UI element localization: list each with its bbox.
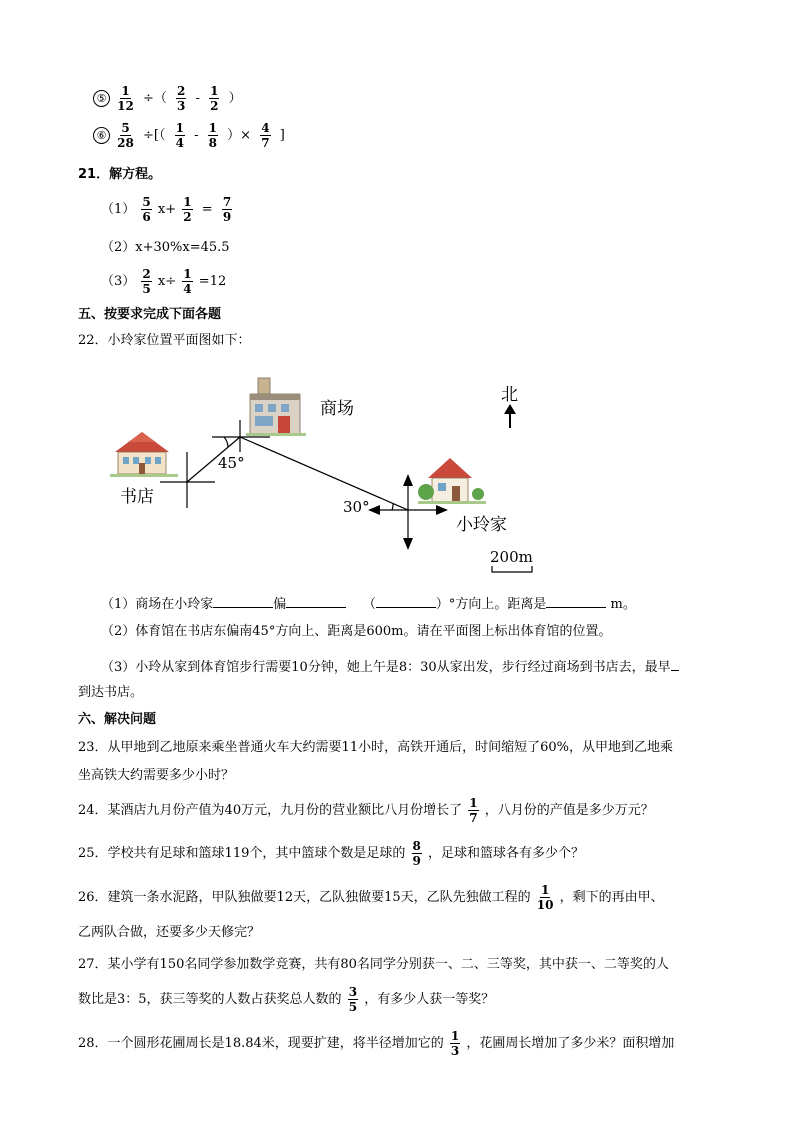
section-5-heading: 五、按要求完成下面各题 [78, 307, 222, 322]
answer-blank[interactable] [286, 595, 346, 608]
equation-1: （1） $\frac{5}{6}$ x+ $\frac{1}{2}$ = $\frac{7}{9}$ [101, 195, 232, 224]
map-label-bookstore: 书店 [120, 487, 154, 507]
question-21-title: 21．解方程。 [78, 167, 162, 182]
question-22-title: 22．小玲家位置平面图如下： [78, 333, 251, 348]
expression-5: ⑤ $\frac{1}{12}$ ÷（ $\frac{2}{3}$ - $\frac{1}{2}$ ） [93, 85, 245, 112]
map-scale-label: 200m [490, 548, 533, 566]
question-23: 23．从甲地到乙地原来乘坐普通火车大约需要11小时，高铁开通后，时间缩短了60%，从甲地到乙地乘 [78, 740, 673, 755]
item-marker: ⑥ [93, 127, 110, 144]
answer-blank[interactable] [546, 595, 606, 608]
question-22-part-3: （3）小玲从家到体育馆步行需要10分钟，她上午是8：30从家出发，步行经过商场到书店去，最早 [101, 658, 679, 674]
map-label-mall: 商场 [320, 399, 354, 419]
bookstore-icon [110, 432, 178, 477]
home-icon [418, 458, 486, 504]
map-angle-45: 45° [218, 454, 245, 472]
question-22-part-2: （2）体育馆在书店东偏南45°方向上、距离是600m。请在平面图上标出体育馆的位置。 [101, 624, 612, 639]
question-22-part-3-cont: 到达书店。 [78, 685, 144, 700]
equation-3: （3） $\frac{2}{5}$ x÷ $\frac{1}{4}$ =12 [101, 267, 227, 296]
question-26-cont: 乙两队合做，还要多少天修完？ [78, 925, 261, 940]
expression-6: ⑥ $\frac{5}{28}$ ÷[（ $\frac{1}{4}$ - $\frac{1}{8}$ ）× $\frac{4}{7}$ ] [93, 122, 288, 149]
answer-blank[interactable] [376, 595, 436, 608]
question-25: 25．学校共有足球和篮球119个，其中篮球个数是足球的 $\frac{8}{9}$ ，足球和篮球各有多少个？ [78, 839, 585, 868]
question-27-cont: 数比是3：5，获三等奖的人数占获奖总人数的 $\frac{3}{5}$ ，有多少人获一等奖？ [78, 985, 495, 1014]
question-26: 26．建筑一条水泥路，甲队独做要12天，乙队独做要15天，乙队先独做工程的 $\frac{1}{10}$ ，剩下的再由甲、 [78, 883, 664, 912]
question-24: 24．某酒店九月份产值为40万元，九月份的营业额比八月份增长了 $\frac{1}{7}$ ，八月份的产值是多少万元？ [78, 796, 654, 825]
map-angle-30: 30° [343, 498, 370, 516]
equation-2: （2）x+30%x=45.5 [101, 240, 230, 255]
map-label-home: 小玲家 [456, 515, 507, 535]
question-28: 28．一个圆形花圃周长是18.84米，现要扩建，将半径增加它的 $\frac{1}{3}$ ，花圃周长增加了多少米？面积增加 [78, 1029, 675, 1058]
mall-icon [246, 378, 306, 436]
question-22-part-1: （1）商场在小玲家 偏 （ ）°方向上。距离是 m。 [101, 597, 636, 612]
location-map [100, 370, 560, 580]
question-23-cont: 坐高铁大约需要多少小时？ [78, 768, 235, 783]
question-27: 27．某小学有150名同学参加数学竞赛，共有80名同学分别获一、二、三等奖，其中获一、二等奖的人 [78, 957, 669, 972]
item-marker: ⑤ [93, 90, 110, 107]
section-6-heading: 六、解决问题 [78, 712, 157, 727]
map-label-north: 北 [501, 385, 518, 405]
answer-blank[interactable] [671, 658, 679, 671]
answer-blank[interactable] [213, 595, 273, 608]
